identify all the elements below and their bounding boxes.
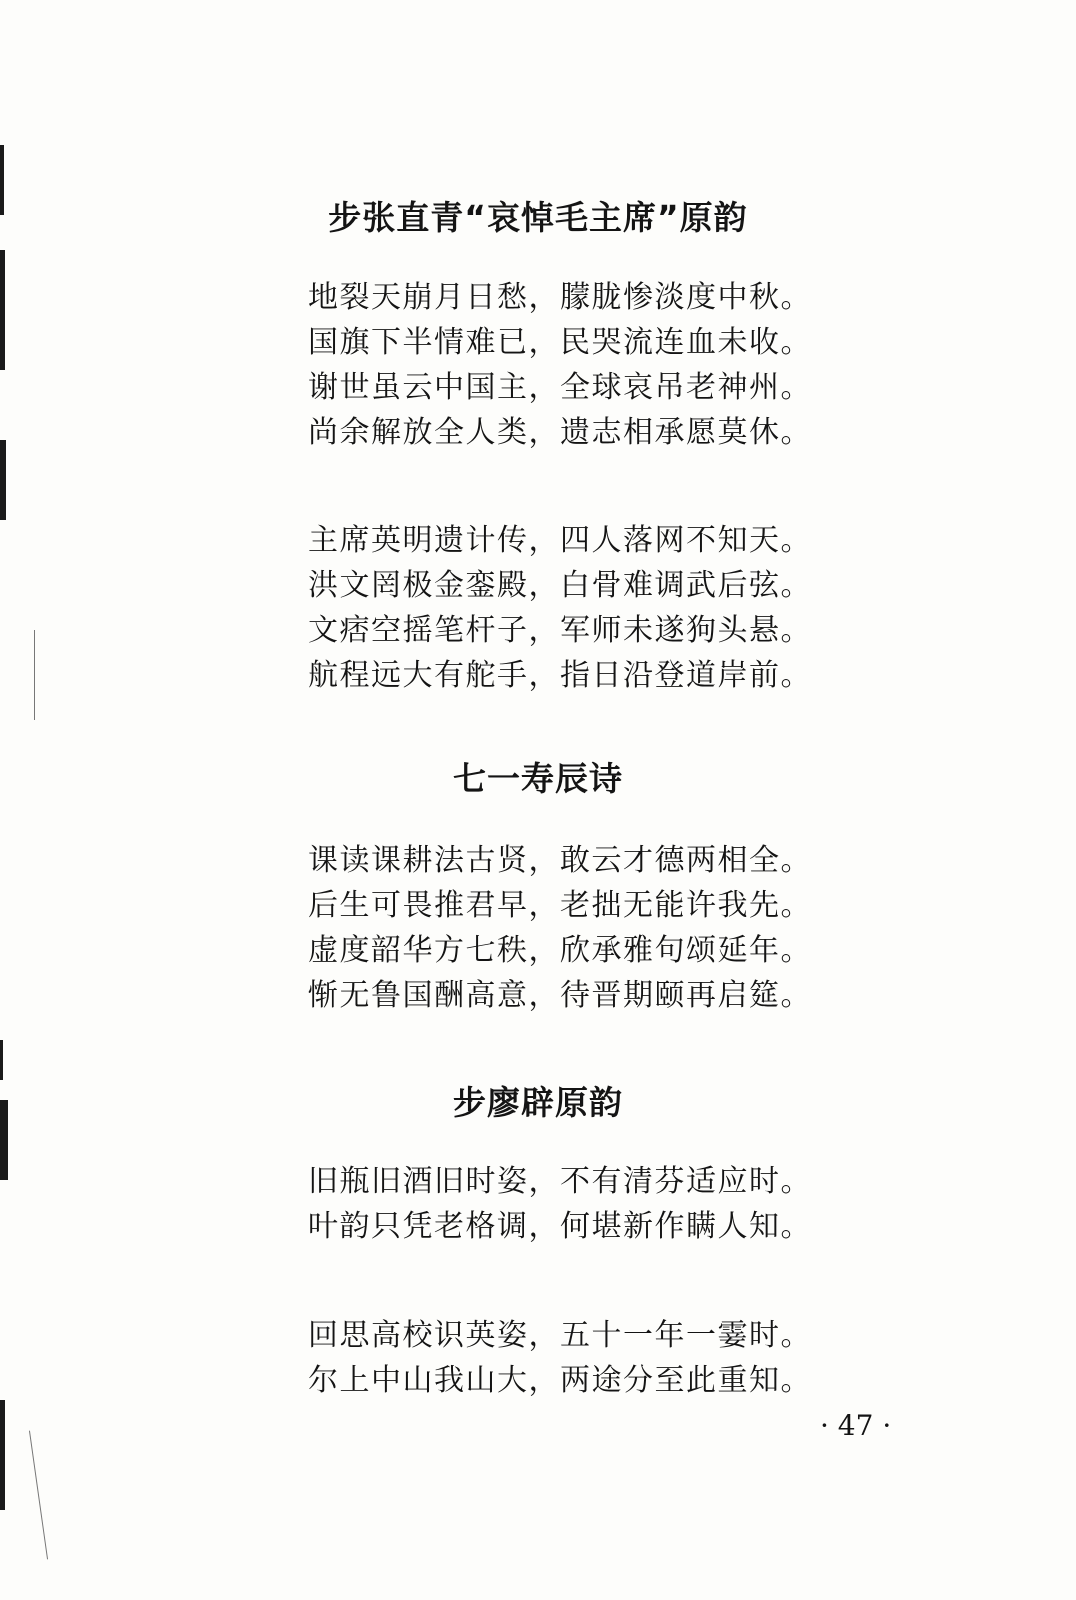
- poem-stanza: [308, 1159, 812, 1249]
- scan-edge-line: [29, 1431, 48, 1560]
- page-number: · 47 ·: [820, 1409, 892, 1442]
- poem-stanza: [308, 1313, 812, 1403]
- poem-stanza: [308, 838, 812, 1018]
- poem-line: 虚度韶华方七秩，欣承雅句颂延年。: [308, 933, 812, 968]
- poem-line: 惭无鲁国酬高意，待晋期颐再启筵。: [308, 978, 812, 1013]
- poem-stanza: [308, 275, 812, 455]
- poem-line: 尔上中山我山大，两途分至此重知。: [308, 1363, 812, 1398]
- poem-line: 谢世虽云中国主，全球哀吊老神州。: [308, 370, 812, 405]
- poem-line: 地裂天崩月日愁，朦胧惨淡度中秋。: [308, 280, 812, 315]
- poem-line: 回思高校识英姿，五十一年一霎时。: [308, 1318, 812, 1353]
- poem-line: 课读课耕法古贤，敢云才德两相全。: [308, 843, 812, 878]
- scan-edge-line: [34, 630, 35, 720]
- poem-line: 洪文罔极金銮殿，白骨难调武后弦。: [308, 568, 812, 603]
- poem-line: 后生可畏推君早，老拙无能许我先。: [308, 888, 812, 923]
- poem-line: 国旗下半情难已，民哭流连血未收。: [308, 325, 812, 360]
- scan-edge-mark: [0, 1040, 3, 1080]
- scan-edge-mark: [0, 1400, 5, 1510]
- poem-line: 主席英明遗计传，四人落网不知天。: [308, 523, 812, 558]
- poem-line: 叶韵只凭老格调，何堪新作瞒人知。: [308, 1209, 812, 1244]
- scan-edge-mark: [0, 440, 6, 520]
- poem-title: 步廖辟原韵: [453, 1083, 623, 1122]
- scan-edge-mark: [0, 250, 5, 370]
- poem-line: 旧瓶旧酒旧时姿，不有清芬适应时。: [308, 1164, 812, 1199]
- poem-stanza: [308, 518, 812, 698]
- poem-line: 航程远大有舵手，指日沿登道岸前。: [308, 658, 812, 693]
- poem-line: 文痞空摇笔杆子，军师未遂狗头悬。: [308, 613, 812, 648]
- poem-line: 尚余解放全人类，遗志相承愿莫休。: [308, 415, 812, 450]
- poem-title: 七一寿辰诗: [453, 759, 623, 798]
- poem-title: 步张直青“哀悼毛主席”原韵: [328, 198, 748, 237]
